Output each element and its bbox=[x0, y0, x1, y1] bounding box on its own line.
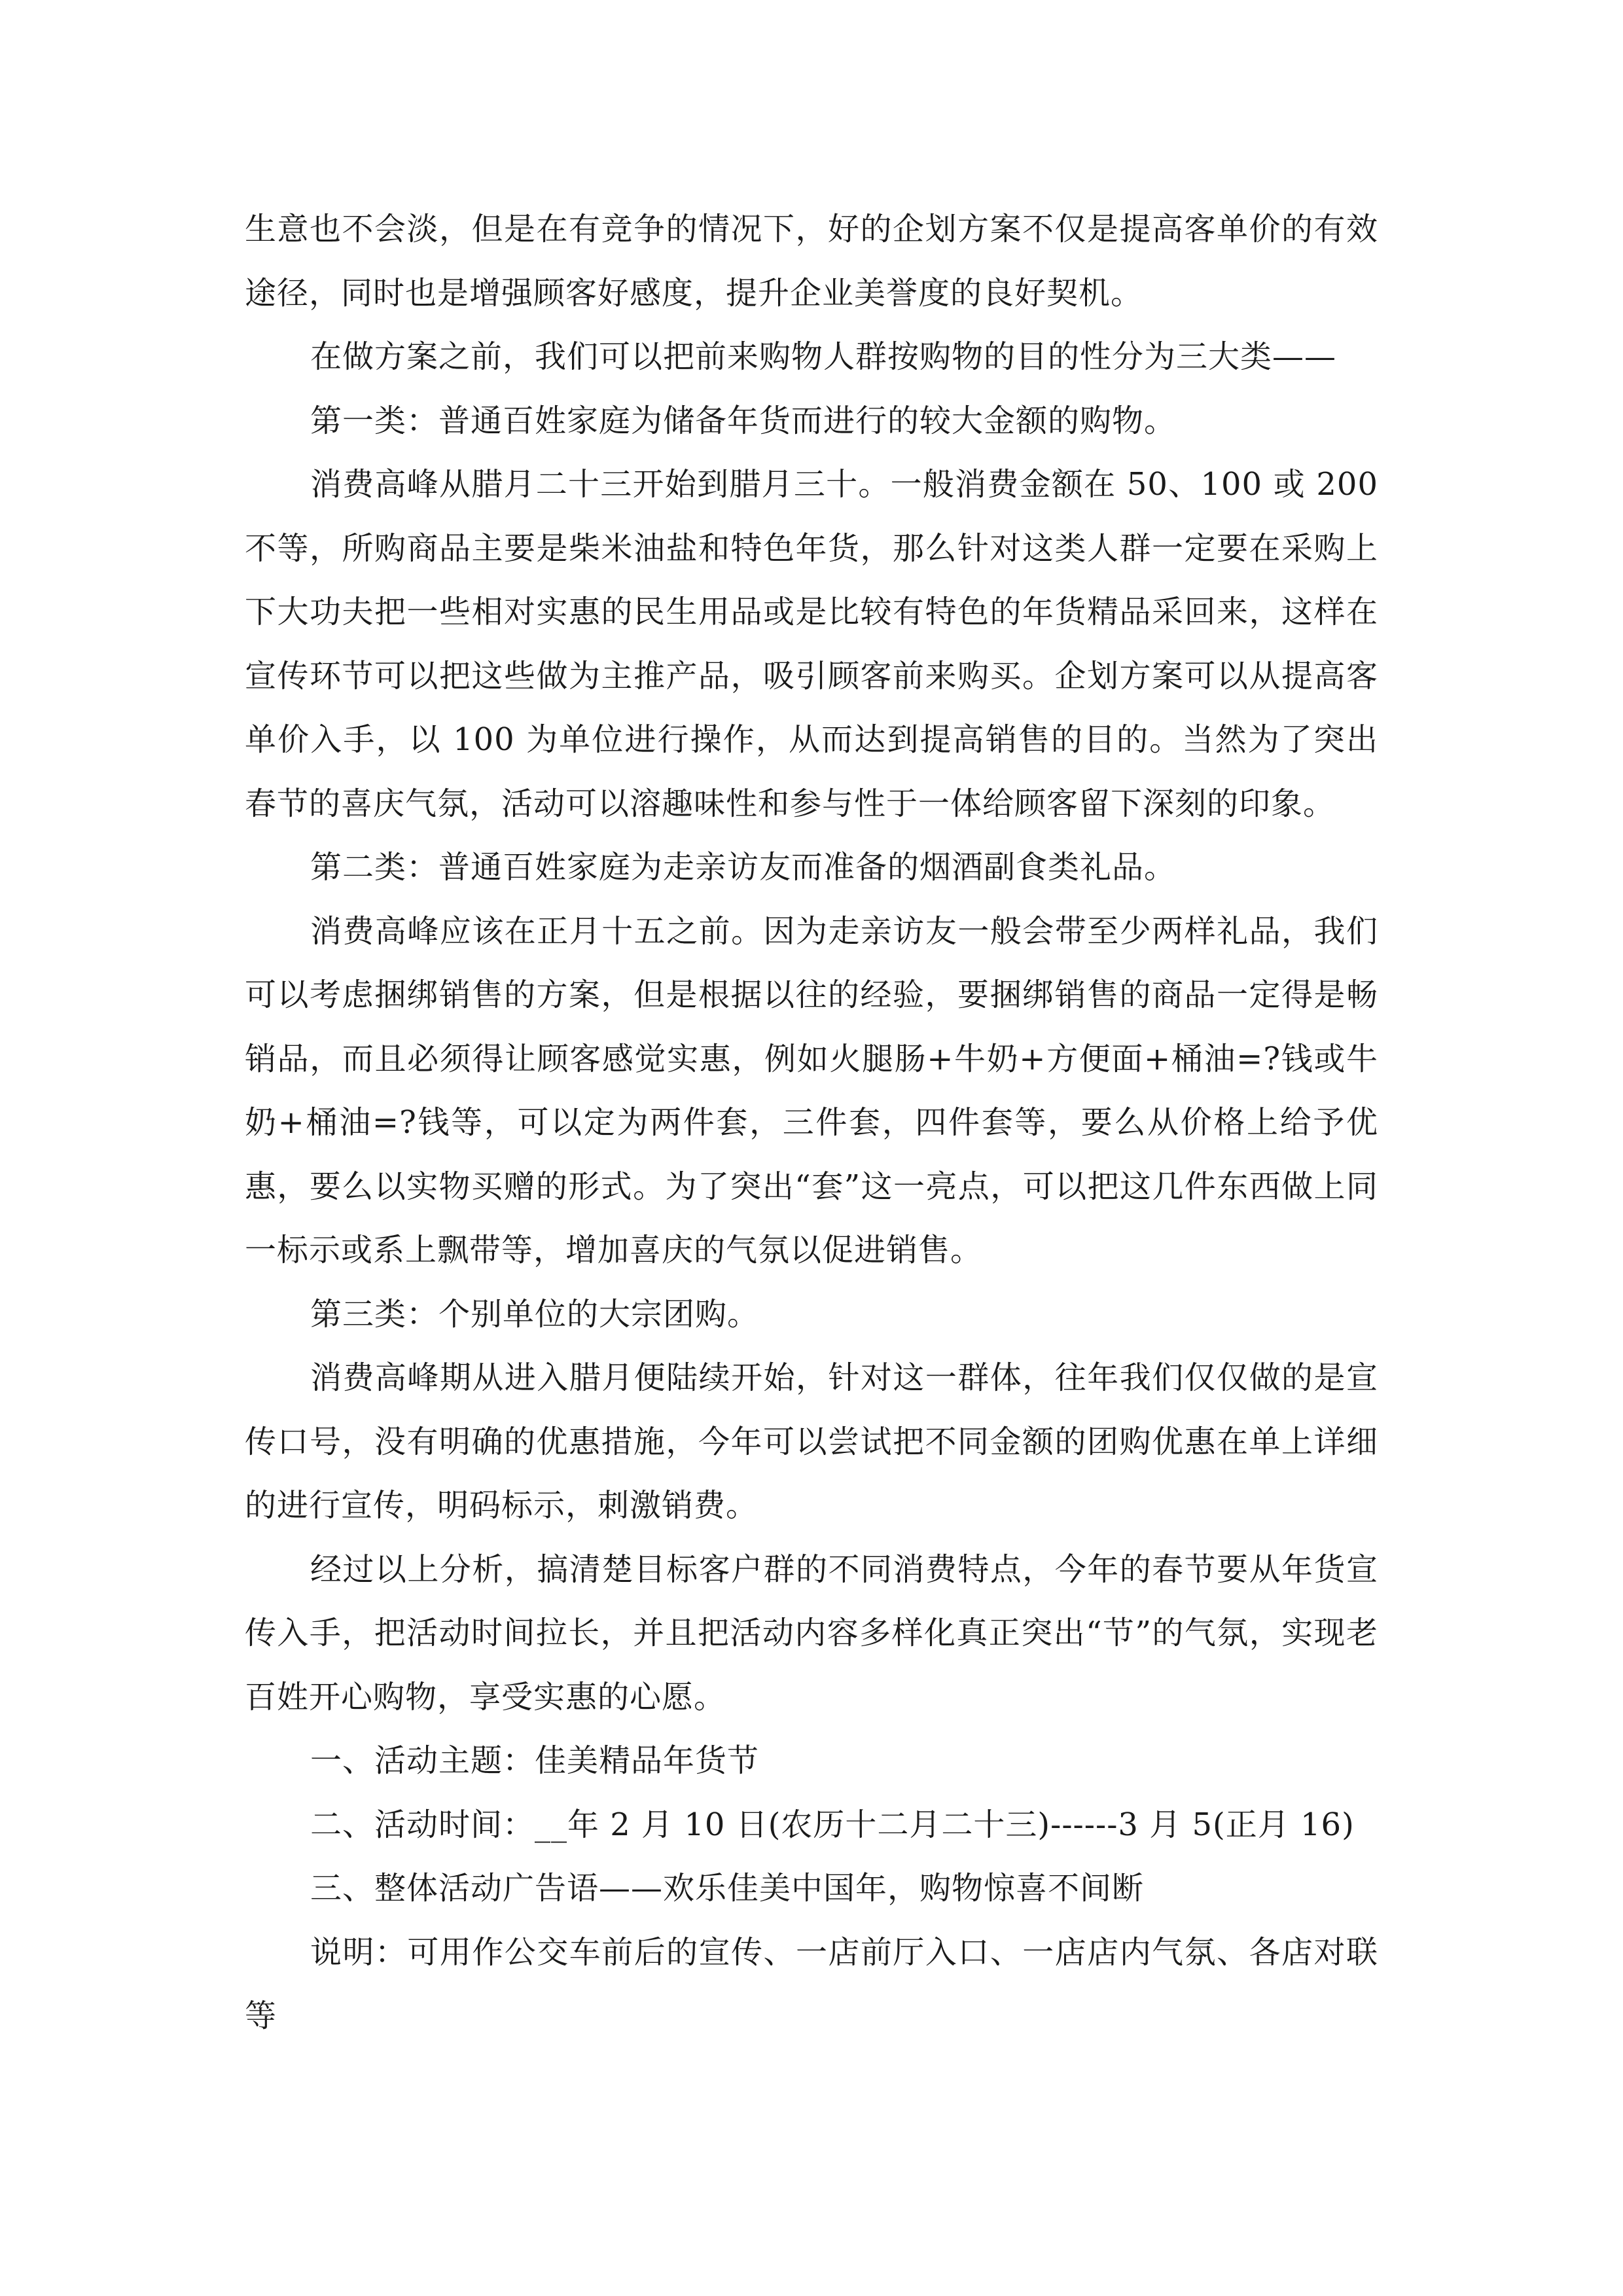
paragraph-category-two-detail: 消费高峰应该在正月十五之前。因为走亲访友一般会带至少两样礼品，我们可以考虑捆绑销售的方案，但是根据以往的经验，要捆绑销售的商品一定得是畅销品，而且必须得让顾客感觉实惠，例如火腿肠+牛奶+方便面+桶油=?钱或牛奶+桶油=?钱等，可以定为两件套，三件套，四件套等，要么从价格上给予优惠，要么以实物买赠的形式。为了突出“套”这一亮点，可以把这几件东西做上同一标示或系上飘带等，增加喜庆的气氛以促进销售。 bbox=[245, 912, 1378, 1268]
paragraph-categories-intro: 在做方案之前，我们可以把前来购物人群按购物的目的性分为三大类—— bbox=[310, 338, 1337, 375]
paragraph-category-one-detail: 消费高峰从腊月二十三开始到腊月三十。一般消费金额在 50、100 或 200 不等，所购商品主要是柴米油盐和特色年货，那么针对这类人群一定要在采购上下大功夫把一些相对实惠的民生用品或是比较有特色的年货精品采回来，这样在宣传环节可以把这些做为主推产品，吸引顾客前来购买。企划方案可以从提高客单价入手，以 100 为单位进行操作，从而达到提高销售的目的。当然为了突出春节的喜庆气氛，活动可以溶趣味性和参与性于一体给顾客留下深刻的印象。 bbox=[245, 466, 1378, 822]
paragraph-activity-time: 二、活动时间：__年 2 月 10 日(农历十二月二十三)------3 月 5(正月 16) bbox=[310, 1806, 1355, 1843]
paragraph-category-three-detail: 消费高峰期从进入腊月便陆续开始，针对这一群体，往年我们仅仅做的是宣传口号，没有明确的优惠措施，今年可以尝试把不同金额的团购优惠在单上详细的进行宣传，明码标示，刺激销费。 bbox=[245, 1359, 1378, 1524]
paragraph-category-two-heading: 第二类：普通百姓家庭为走亲访友而准备的烟酒副食类礼品。 bbox=[310, 849, 1177, 886]
paragraph-activity-theme: 一、活动主题：佳美精品年货节 bbox=[310, 1742, 760, 1779]
paragraph-category-three-heading: 第三类：个别单位的大宗团购。 bbox=[310, 1295, 760, 1333]
paragraph-analysis-summary: 经过以上分析，搞清楚目标客户群的不同消费特点，今年的春节要从年货宣传入手，把活动时间拉长，并且把活动内容多样化真正突出“节”的气氛，实现老百姓开心购物，享受实惠的心愿。 bbox=[245, 1551, 1378, 1715]
body-text bbox=[245, 198, 1378, 2049]
paragraph-intro-continued: 生意也不会淡，但是在有竞争的情况下，好的企划方案不仅是提高客单价的有效途径，同时也是增强顾客好感度，提升企业美誉度的良好契机。 bbox=[245, 211, 1378, 312]
paragraph-category-one-heading: 第一类：普通百姓家庭为储备年货而进行的较大金额的购物。 bbox=[310, 402, 1177, 439]
paragraph-note: 说明：可用作公交车前后的宣传、一店前厅入口、一店店内气氛、各店对联等 bbox=[245, 1933, 1378, 2034]
paragraph-slogan: 三、整体活动广告语——欢乐佳美中国年，购物惊喜不间断 bbox=[310, 1870, 1145, 1907]
